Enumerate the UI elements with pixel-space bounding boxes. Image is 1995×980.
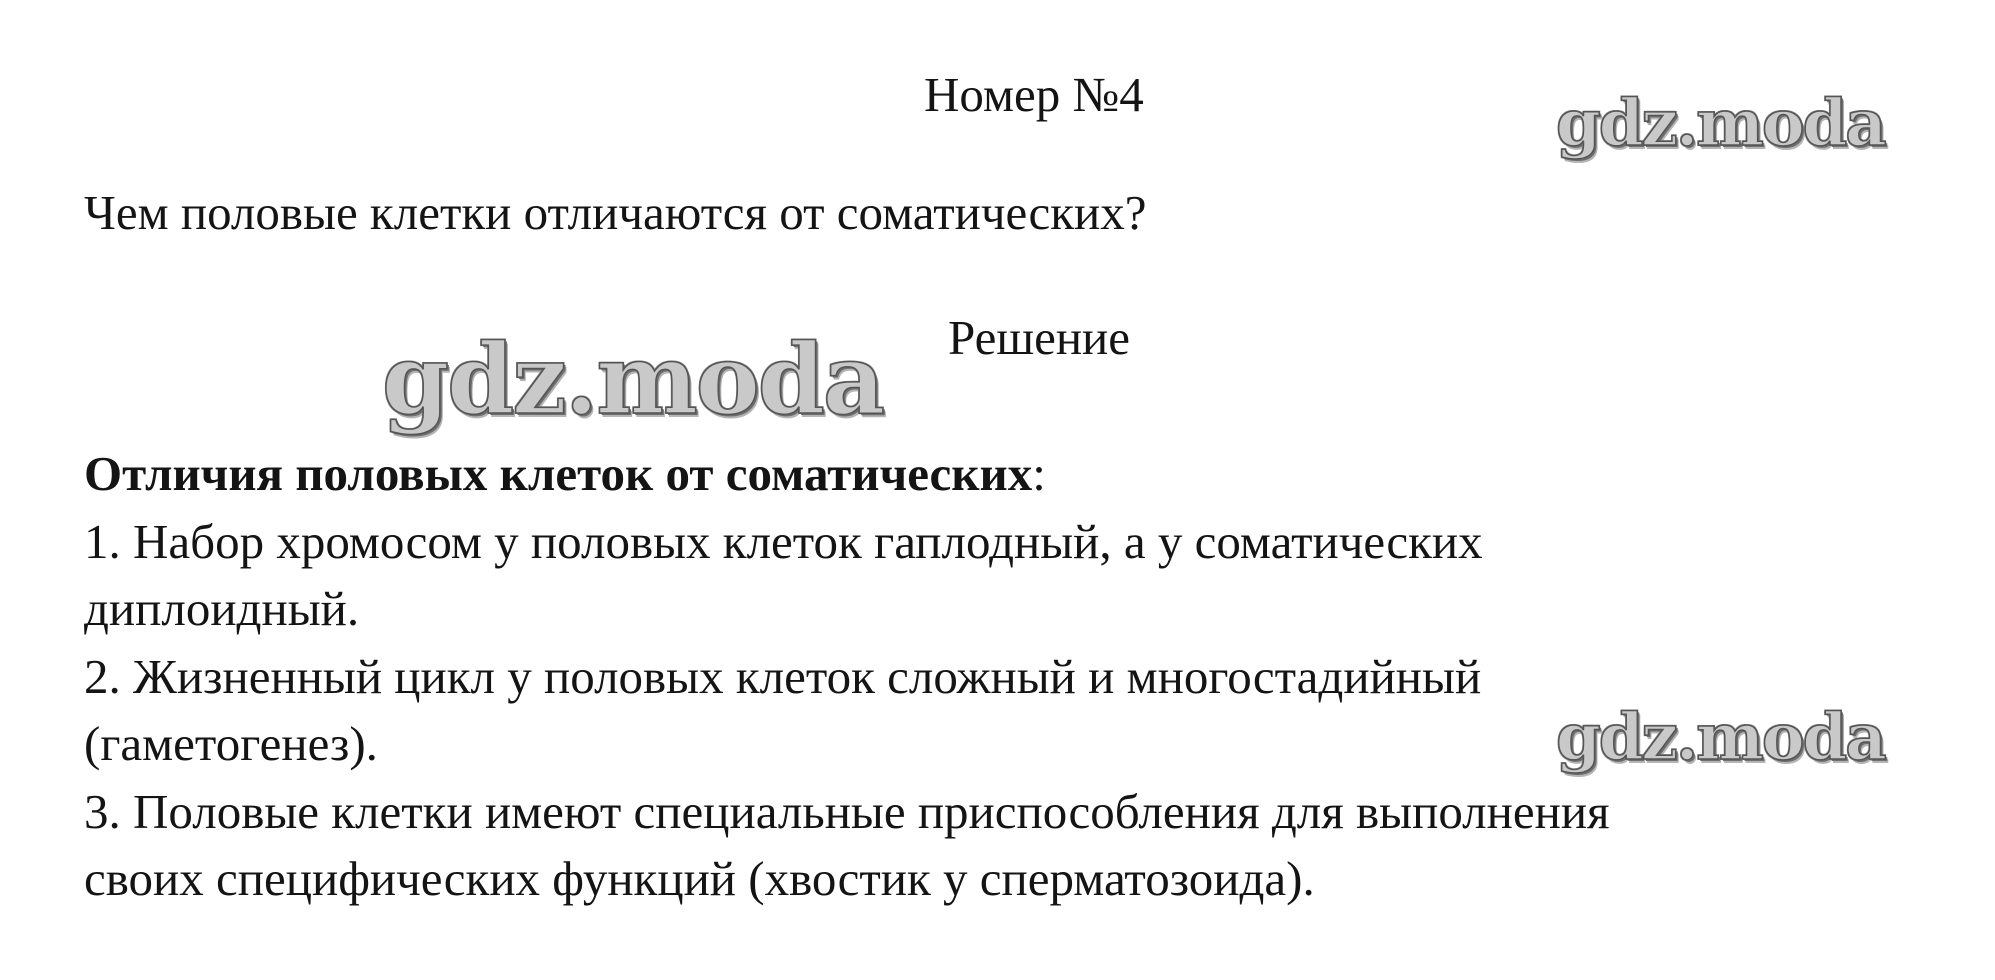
answer-line: диплоидный. (84, 581, 360, 636)
watermark-logo: gdz.moda (382, 323, 884, 436)
watermark-logo: gdz.moda (1556, 86, 1885, 161)
answer-line: 3. Половые клетки имеют специальные приспособления для выполнения (84, 783, 1610, 839)
answer-line: 2. Жизненный цикл у половых клеток сложный и многостадийный (84, 648, 1482, 704)
page-title: Номер №4 (924, 67, 1144, 122)
answer-line: 1. Набор хромосом у половых клеток гаплодный, а у соматических (84, 513, 1483, 569)
watermark-logo: gdz.moda (1556, 700, 1885, 775)
answer-heading-bold: Отличия половых клеток от соматических (84, 446, 1033, 501)
answer-heading (84, 440, 1964, 508)
answer-line: своих специфических функций (хвостик у сперматозоида). (84, 851, 1315, 906)
answer-body (84, 440, 1964, 913)
question-text: Чем половые клетки отличаются от соматических? (84, 185, 1147, 240)
answer-heading-colon: : (1032, 446, 1046, 501)
solution-heading: Решение (948, 310, 1131, 365)
answer-line: (гаметогенез). (84, 716, 378, 771)
